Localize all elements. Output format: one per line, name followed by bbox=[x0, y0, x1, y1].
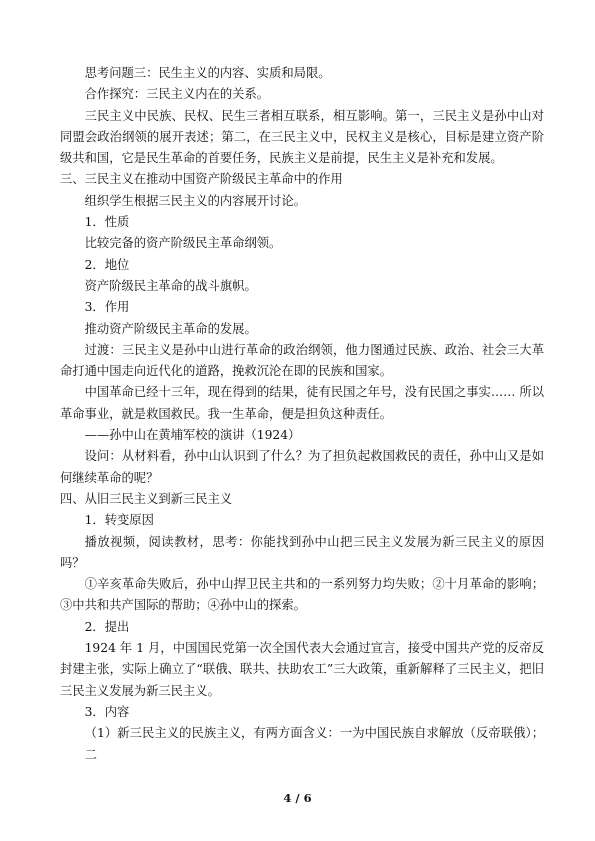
section-heading: 三、三民主义在推动中国资产阶级民主革命中的作用 bbox=[60, 172, 343, 187]
subheading: 2．地位 bbox=[84, 257, 130, 272]
paragraph: 过渡：三民主义是孙中山进行革命的政治纲领，他力图通过民族、政治、社会三大革命打通中国走向近代化的道路，挽救沉沦在即的民族和国家。 bbox=[60, 342, 544, 379]
section-heading: 四、从旧三民主义到新三民主义 bbox=[60, 491, 233, 506]
paragraph: 资产阶级民主革命的战斗旗帜。 bbox=[84, 278, 257, 293]
subheading: 3．内容 bbox=[84, 704, 130, 719]
paragraph: 播放视频，阅读教材，思考：你能找到孙中山把三民主义发展为新三民主义的原因吗？ bbox=[60, 534, 544, 570]
paragraph: （1）新三民主义的民族主义，有两方面含义：一为中国民族自求解放（反帝联俄）；二 bbox=[84, 726, 544, 762]
paragraph: 比较完备的资产阶级民主革命纲领。 bbox=[84, 236, 282, 251]
subheading: 1．性质 bbox=[84, 215, 130, 230]
page-number: 4 / 6 bbox=[283, 791, 312, 805]
subheading: 3．作用 bbox=[84, 300, 130, 315]
subheading: 2．提出 bbox=[84, 619, 130, 634]
paragraph: 推动资产阶级民主革命的发展。 bbox=[84, 321, 257, 336]
paragraph: 三民主义中民族、民权、民生三者相互联系，相互影响。第一，三民主义是孙中山对同盟会政治纲领的展开表述；第二，在三民主义中，民权主义是核心，目标是建立资产阶级共和国，它是民生革命的首要任务，民族主义是前提，民生主义是补充和发展。 bbox=[60, 108, 544, 166]
paragraph: 思考问题三：民生主义的内容、实质和局限。 bbox=[84, 66, 331, 80]
paragraph: 1924 年 1 月，中国国民党第一次全国代表大会通过宣言，接受中国共产党的反帝反封建主张，实际上确立了“联俄、联共、扶助农工”三大政策，重新解释了三民主义，把旧三民主义发展为新三民主义。 bbox=[60, 641, 544, 698]
paragraph: ①辛亥革命失败后，孙中山捍卫民主共和的一系列努力均失败；②十月革命的影响；③中共和共产国际的帮助；④孙中山的探索。 bbox=[60, 577, 544, 613]
paragraph: 组织学生根据三民主义的内容展开讨论。 bbox=[84, 193, 306, 208]
quote-paragraph: 中国革命已经十三年，现在得到的结果，徒有民国之年号，没有民国之事实…… 所以革命事业，就是救国救民。我一生革命，便是担负这种责任。 bbox=[60, 385, 544, 421]
paragraph: 合作探究：三民主义内在的关系。 bbox=[84, 87, 270, 102]
quote-source: ——孙中山在黄埔军校的演讲（1924） bbox=[84, 428, 301, 443]
subheading: 1．转变原因 bbox=[84, 513, 154, 528]
paragraph: 设问：从材料看，孙中山认识到了什么？为了担负起救国救民的责任，孙中山又是如何继续革命的呢？ bbox=[60, 449, 544, 485]
page-body bbox=[60, 63, 544, 766]
